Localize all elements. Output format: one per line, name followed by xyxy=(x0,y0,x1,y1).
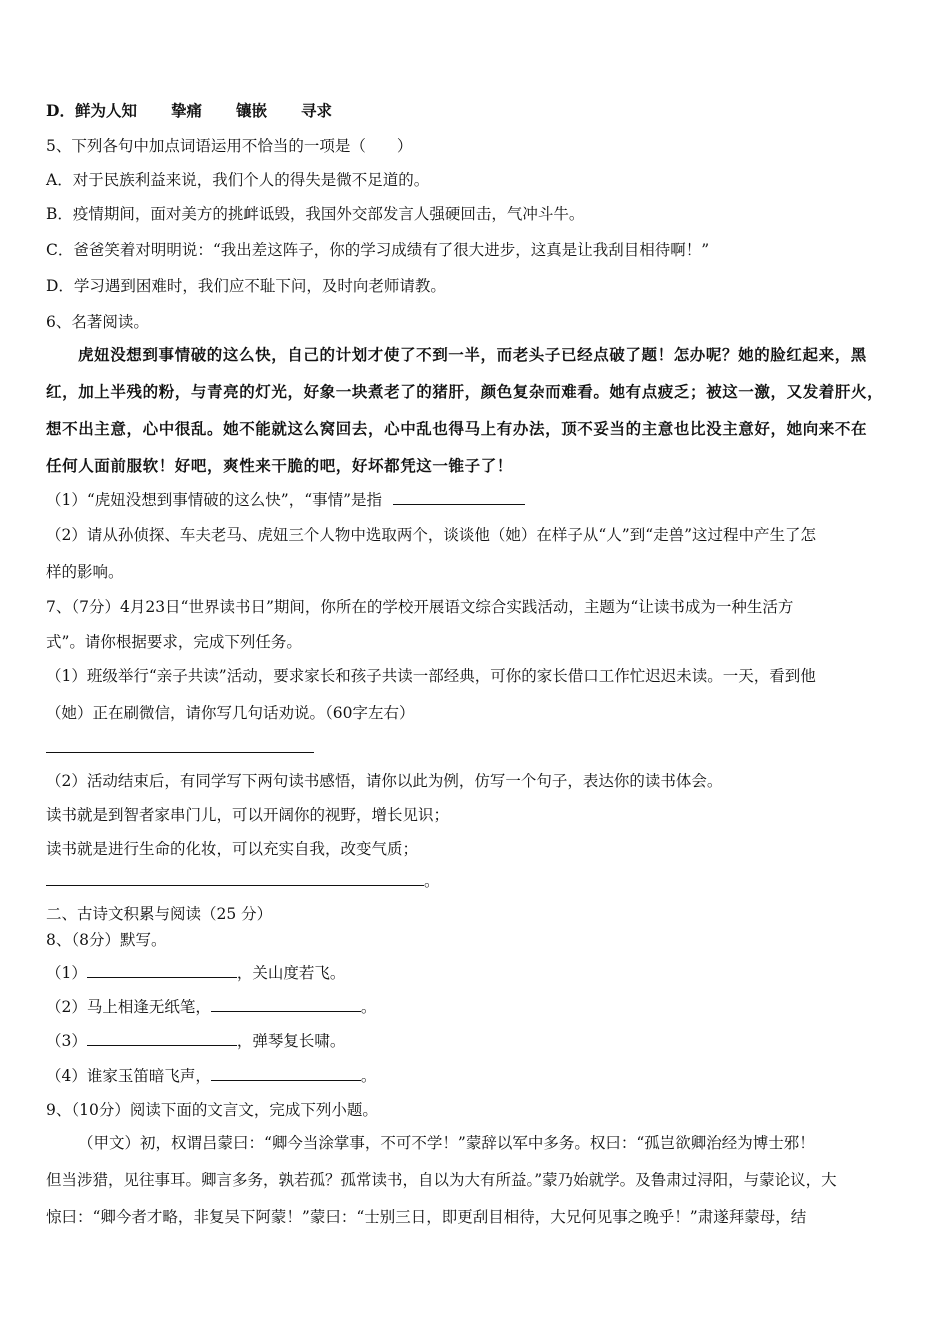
item-number: （1） xyxy=(46,964,87,982)
question-5-option-a: A．对于民族利益来说，我们个人的得失是微不足道的。 xyxy=(46,171,430,189)
sub-question-text: （1）“虎妞没想到事情破的这么快”，“事情”是指 xyxy=(46,491,383,509)
question-7-sub-1: （1）班级举行“亲子共读”活动，要求家长和孩子共读一部经典，可你的家长借口工作忙迟迟未读。一天，看到他 xyxy=(46,667,816,685)
question-7-sub-2: （2）活动结束后，有同学写下两句读书感悟，请你以此为例，仿写一个句子，表达你的读书体会。 xyxy=(46,772,723,790)
q4-option-d xyxy=(46,100,332,122)
verse-end: 。 xyxy=(360,998,377,1016)
passage-line: 虎妞没想到事情破的这么快，自己的计划才使了不到一半，而老头子已经点破了题！怎办呢？她的脸红起来，黑 xyxy=(78,345,867,364)
question-8-stem: 8、（8分）默写。 xyxy=(46,931,167,949)
question-7-sub-1-cont: （她）正在刷微信，请你写几句话劝说。（60字左右） xyxy=(46,704,415,722)
passage-line: 想不出主意，心中很乱。她不能就这么窝回去，心中乱也得马上有办法，顶不妥当的主意也比没主意好，她向来不在 xyxy=(46,419,868,438)
recitation-item-1 xyxy=(46,962,345,984)
classical-passage-line: （甲文）初，权谓吕蒙曰：“卿今当涂掌事，不可不学！”蒙辞以军中多务。权曰：“孤岂欲卿治经为博士邪！ xyxy=(78,1134,815,1152)
question-7-stem: 7、（7分）4月23日“世界读书日”期间，你所在的学校开展语文综合实践活动，主题为“让读书成为一种生活方 xyxy=(46,598,794,616)
question-6-sub-2-cont: 样的影响。 xyxy=(46,563,124,581)
verse-end: 。 xyxy=(360,1067,377,1085)
recitation-item-3 xyxy=(46,1030,345,1052)
end-mark: 。 xyxy=(424,872,440,890)
question-5-option-c: C．爸爸笑着对明明说：“我出差这阵子，你的学习成绩有了很大进步，这真是让我刮目相待啊！” xyxy=(46,241,710,259)
recitation-item-2 xyxy=(46,996,376,1018)
question-9-stem: 9、（10分）阅读下面的文言文，完成下列小题。 xyxy=(46,1101,378,1119)
item-number: （3） xyxy=(46,1032,87,1050)
item-number: （2） xyxy=(46,998,87,1016)
question-5-option-d: D．学习遇到困难时，我们应不耻下问，及时向老师请教。 xyxy=(46,277,446,295)
example-sentence: 读书就是到智者家串门儿，可以开阔你的视野，增长见识； xyxy=(46,806,450,824)
question-6-stem: 6、名著阅读。 xyxy=(46,313,149,331)
section-heading: 二、古诗文积累与阅读（25 分） xyxy=(46,905,273,923)
passage-line: 红，加上半残的粉，与青亮的灯光，好象一块煮老了的猪肝，颜色复杂而难看。她有点疲乏；被这一激，又发着肝火， xyxy=(46,382,884,401)
word: 寻求 xyxy=(301,101,333,120)
example-sentence: 读书就是进行生命的化妆，可以充实自我，改变气质； xyxy=(46,840,419,858)
question-5-option-b: B．疫情期间，面对美方的挑衅诋毁，我国外交部发言人强硬回击，气冲斗牛。 xyxy=(46,205,585,223)
word: 挚痛 xyxy=(170,101,202,120)
answer-blank[interactable] xyxy=(87,1031,237,1046)
question-6-sub-1 xyxy=(46,489,525,511)
word: 鲜为人知 xyxy=(74,101,137,120)
answer-line[interactable] xyxy=(46,752,314,753)
question-7-stem-cont: 式”。请你根据要求，完成下列任务。 xyxy=(46,633,302,651)
question-5-stem: 5、下列各句中加点词语运用不恰当的一项是（ ） xyxy=(46,137,413,155)
item-number: （4） xyxy=(46,1067,87,1085)
word: 镶嵌 xyxy=(235,101,267,120)
classical-passage-line: 惊曰：“卿今者才略，非复吴下阿蒙！”蒙曰：“士别三日，即更刮目相待，大兄何见事之晚乎！”肃遂拜蒙母，结 xyxy=(46,1208,807,1226)
answer-blank[interactable] xyxy=(211,1066,361,1081)
verse-text: 马上相逢无纸笔， xyxy=(86,998,211,1016)
verse-text: 谁家玉笛暗飞声， xyxy=(86,1067,211,1085)
answer-blank[interactable] xyxy=(393,490,525,505)
answer-blank[interactable] xyxy=(87,963,237,978)
passage-line: 任何人面前服软！好吧，爽性来干脆的吧，好坏都凭这一锥子了！ xyxy=(46,456,513,475)
verse-text: ，弹琴复长啸。 xyxy=(236,1032,346,1050)
classical-passage-line: 但当涉猎，见往事耳。卿言多务，孰若孤？孤常读书，自以为大有所益。”蒙乃始就学。及鲁肃过浔阳，与蒙论议，大 xyxy=(46,1171,837,1189)
answer-blank[interactable] xyxy=(211,997,361,1012)
verse-text: ，关山度若飞。 xyxy=(236,964,346,982)
option-label: D． xyxy=(46,101,75,120)
imitation-answer xyxy=(46,870,440,892)
recitation-item-4 xyxy=(46,1065,376,1087)
answer-blank[interactable] xyxy=(46,871,424,886)
question-6-sub-2: （2）请从孙侦探、车夫老马、虎妞三个人物中选取两个，谈谈他（她）在样子从“人”到“走兽”这过程中产生了怎 xyxy=(46,526,817,544)
